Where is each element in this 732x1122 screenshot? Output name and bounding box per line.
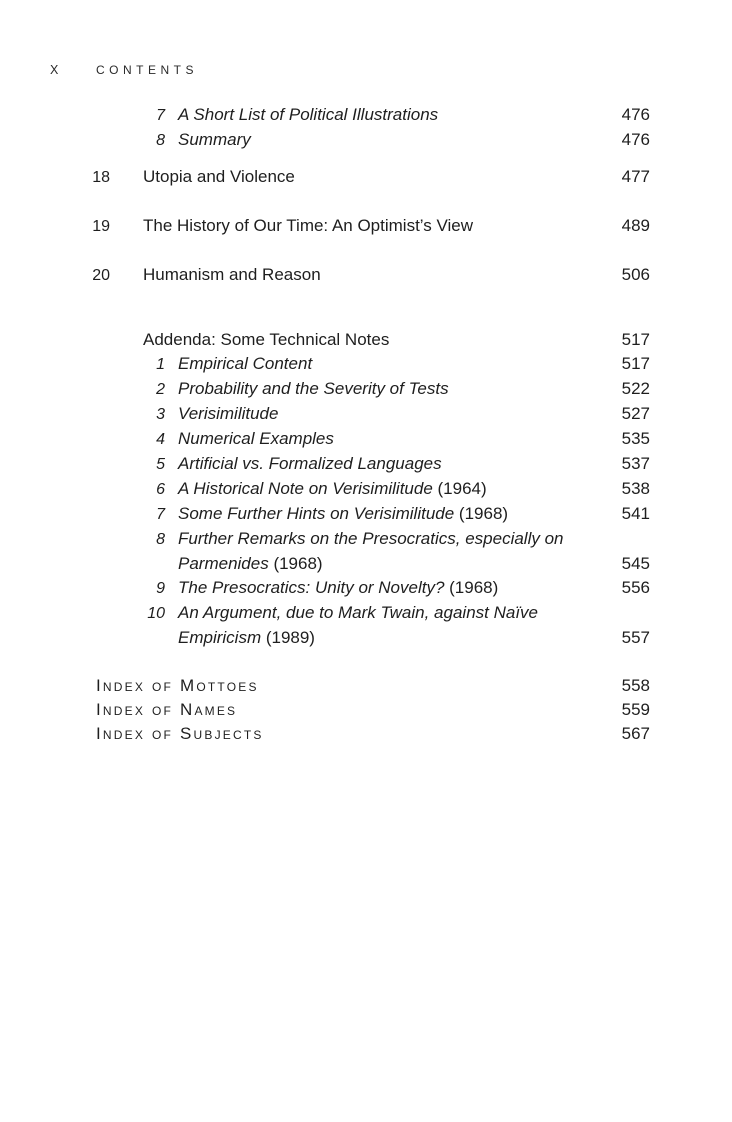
toc-item-page: 517 bbox=[621, 354, 650, 373]
toc-item-title-text: The Presocratics: Unity or Novelty? bbox=[178, 578, 445, 597]
toc-item-title-text: Index of Mottoes bbox=[96, 676, 259, 695]
toc-item-title bbox=[96, 698, 237, 722]
toc-row bbox=[50, 427, 650, 452]
toc-item-title-text: A Historical Note on Verisimilitude bbox=[178, 479, 433, 498]
toc-item-page: 535 bbox=[621, 429, 650, 448]
toc-item-title-text: Addenda: Some Technical Notes bbox=[143, 330, 390, 349]
toc-item-page: 538 bbox=[621, 479, 650, 498]
toc-item-page: 489 bbox=[621, 216, 650, 235]
toc-item-page: 559 bbox=[621, 700, 650, 719]
toc-item-year: (1989) bbox=[261, 628, 315, 647]
page-folio: X bbox=[50, 63, 60, 77]
toc-item-title-text: Humanism and Reason bbox=[143, 265, 321, 284]
toc-item-year: (1964) bbox=[432, 479, 487, 498]
toc-row-continuation bbox=[50, 552, 650, 576]
toc-item-title bbox=[143, 214, 473, 238]
toc-item-title bbox=[143, 165, 295, 189]
toc-item-page: 545 bbox=[621, 554, 650, 573]
toc-item-page: 527 bbox=[621, 404, 650, 423]
toc-item-title-text: Index of Subjects bbox=[96, 724, 264, 743]
toc-item-number: 2 bbox=[156, 381, 165, 398]
toc-row bbox=[50, 601, 650, 626]
toc-item-title-text: An Argument, due to Mark Twain, against Naïve bbox=[178, 603, 539, 622]
toc-item-title bbox=[178, 576, 498, 600]
toc-item-number: 5 bbox=[156, 456, 165, 473]
toc-item-title-text: Utopia and Violence bbox=[143, 167, 295, 186]
toc-item-page: 476 bbox=[621, 105, 650, 124]
toc-item-page: 522 bbox=[621, 379, 650, 398]
toc-item-title-text: Empirical Content bbox=[178, 354, 313, 373]
toc-row bbox=[50, 352, 650, 377]
toc-item-title bbox=[178, 527, 564, 551]
toc-item-title-text: Parmenides bbox=[178, 554, 269, 573]
toc-item-title bbox=[178, 552, 323, 576]
toc-row bbox=[50, 103, 650, 128]
toc-row-index bbox=[50, 698, 650, 722]
toc-item-title-text: Probability and the Severity of Tests bbox=[178, 379, 449, 398]
toc-row bbox=[50, 214, 650, 239]
toc-item-title bbox=[178, 427, 334, 451]
toc-item-number: 4 bbox=[156, 431, 165, 448]
toc-item-page: 517 bbox=[621, 330, 650, 349]
toc-item-number: 3 bbox=[156, 406, 165, 423]
toc-item-title bbox=[178, 452, 442, 476]
toc-item-page: 537 bbox=[621, 454, 650, 473]
toc-item-title bbox=[178, 477, 487, 501]
toc-item-title bbox=[178, 402, 278, 426]
toc-row bbox=[50, 477, 650, 502]
toc-item-page: 541 bbox=[621, 504, 650, 523]
toc-item-number: 7 bbox=[156, 107, 165, 124]
toc-item-title bbox=[96, 674, 259, 698]
toc-item-page: 556 bbox=[621, 578, 650, 597]
toc-item-title bbox=[178, 626, 315, 650]
toc-row bbox=[50, 452, 650, 477]
toc-item-page: 506 bbox=[621, 265, 650, 284]
toc-row bbox=[50, 502, 650, 527]
toc-item-number: 8 bbox=[156, 132, 165, 149]
toc-item-title bbox=[178, 128, 251, 152]
toc-row bbox=[50, 328, 650, 352]
toc-item-number: 20 bbox=[92, 267, 110, 284]
running-head: CONTENTS bbox=[96, 63, 198, 77]
toc-item-title bbox=[143, 328, 389, 352]
toc-item-title bbox=[178, 103, 438, 127]
toc-row bbox=[50, 165, 650, 190]
toc-item-title bbox=[143, 263, 321, 287]
page-header bbox=[50, 62, 650, 78]
toc-row-continuation bbox=[50, 626, 650, 650]
toc-item-title-text: Index of Names bbox=[96, 700, 238, 719]
toc-item-number: 19 bbox=[92, 218, 110, 235]
toc-item-number: 18 bbox=[92, 169, 110, 186]
toc-item-page: 477 bbox=[621, 167, 650, 186]
toc-item-title-text: Summary bbox=[178, 130, 251, 149]
toc-item-year: (1968) bbox=[454, 504, 509, 523]
toc-item-title-text: Artificial vs. Formalized Languages bbox=[178, 454, 442, 473]
toc-item-number: 1 bbox=[156, 356, 165, 373]
toc-row bbox=[50, 576, 650, 601]
toc-row bbox=[50, 402, 650, 427]
toc-item-title-text: Some Further Hints on Verisimilitude bbox=[178, 504, 455, 523]
toc-item-title-text: The History of Our Time: An Optimist’s View bbox=[143, 216, 474, 235]
toc-item-title-text: Numerical Examples bbox=[178, 429, 334, 448]
toc-item-title bbox=[178, 352, 312, 376]
toc-item-page: 558 bbox=[621, 676, 650, 695]
table-of-contents bbox=[50, 103, 650, 746]
toc-row bbox=[50, 128, 650, 153]
toc-item-title-text: A Short List of Political Illustrations bbox=[178, 105, 439, 124]
toc-row-index bbox=[50, 722, 650, 746]
toc-row bbox=[50, 377, 650, 402]
toc-item-title bbox=[96, 722, 264, 746]
toc-item-number: 8 bbox=[156, 531, 165, 548]
toc-item-year: (1968) bbox=[444, 578, 499, 597]
toc-item-title-text: Verisimilitude bbox=[178, 404, 279, 423]
toc-item-page: 476 bbox=[621, 130, 650, 149]
toc-item-number: 7 bbox=[156, 506, 165, 523]
toc-row bbox=[50, 263, 650, 288]
toc-item-number: 9 bbox=[156, 580, 165, 597]
page-content bbox=[50, 0, 650, 746]
toc-item-number: 6 bbox=[156, 481, 165, 498]
toc-item-year: (1968) bbox=[268, 554, 323, 573]
toc-item-title bbox=[178, 377, 449, 401]
toc-item-title-text: Further Remarks on the Presocratics, especially on bbox=[178, 529, 564, 548]
toc-item-page: 567 bbox=[621, 724, 650, 743]
toc-item-title bbox=[178, 601, 538, 625]
toc-row bbox=[50, 527, 650, 552]
toc-item-title bbox=[178, 502, 508, 526]
toc-item-number: 10 bbox=[147, 605, 165, 622]
toc-row-index bbox=[50, 674, 650, 698]
toc-item-title-text: Empiricism bbox=[178, 628, 262, 647]
toc-item-page: 557 bbox=[621, 628, 650, 647]
